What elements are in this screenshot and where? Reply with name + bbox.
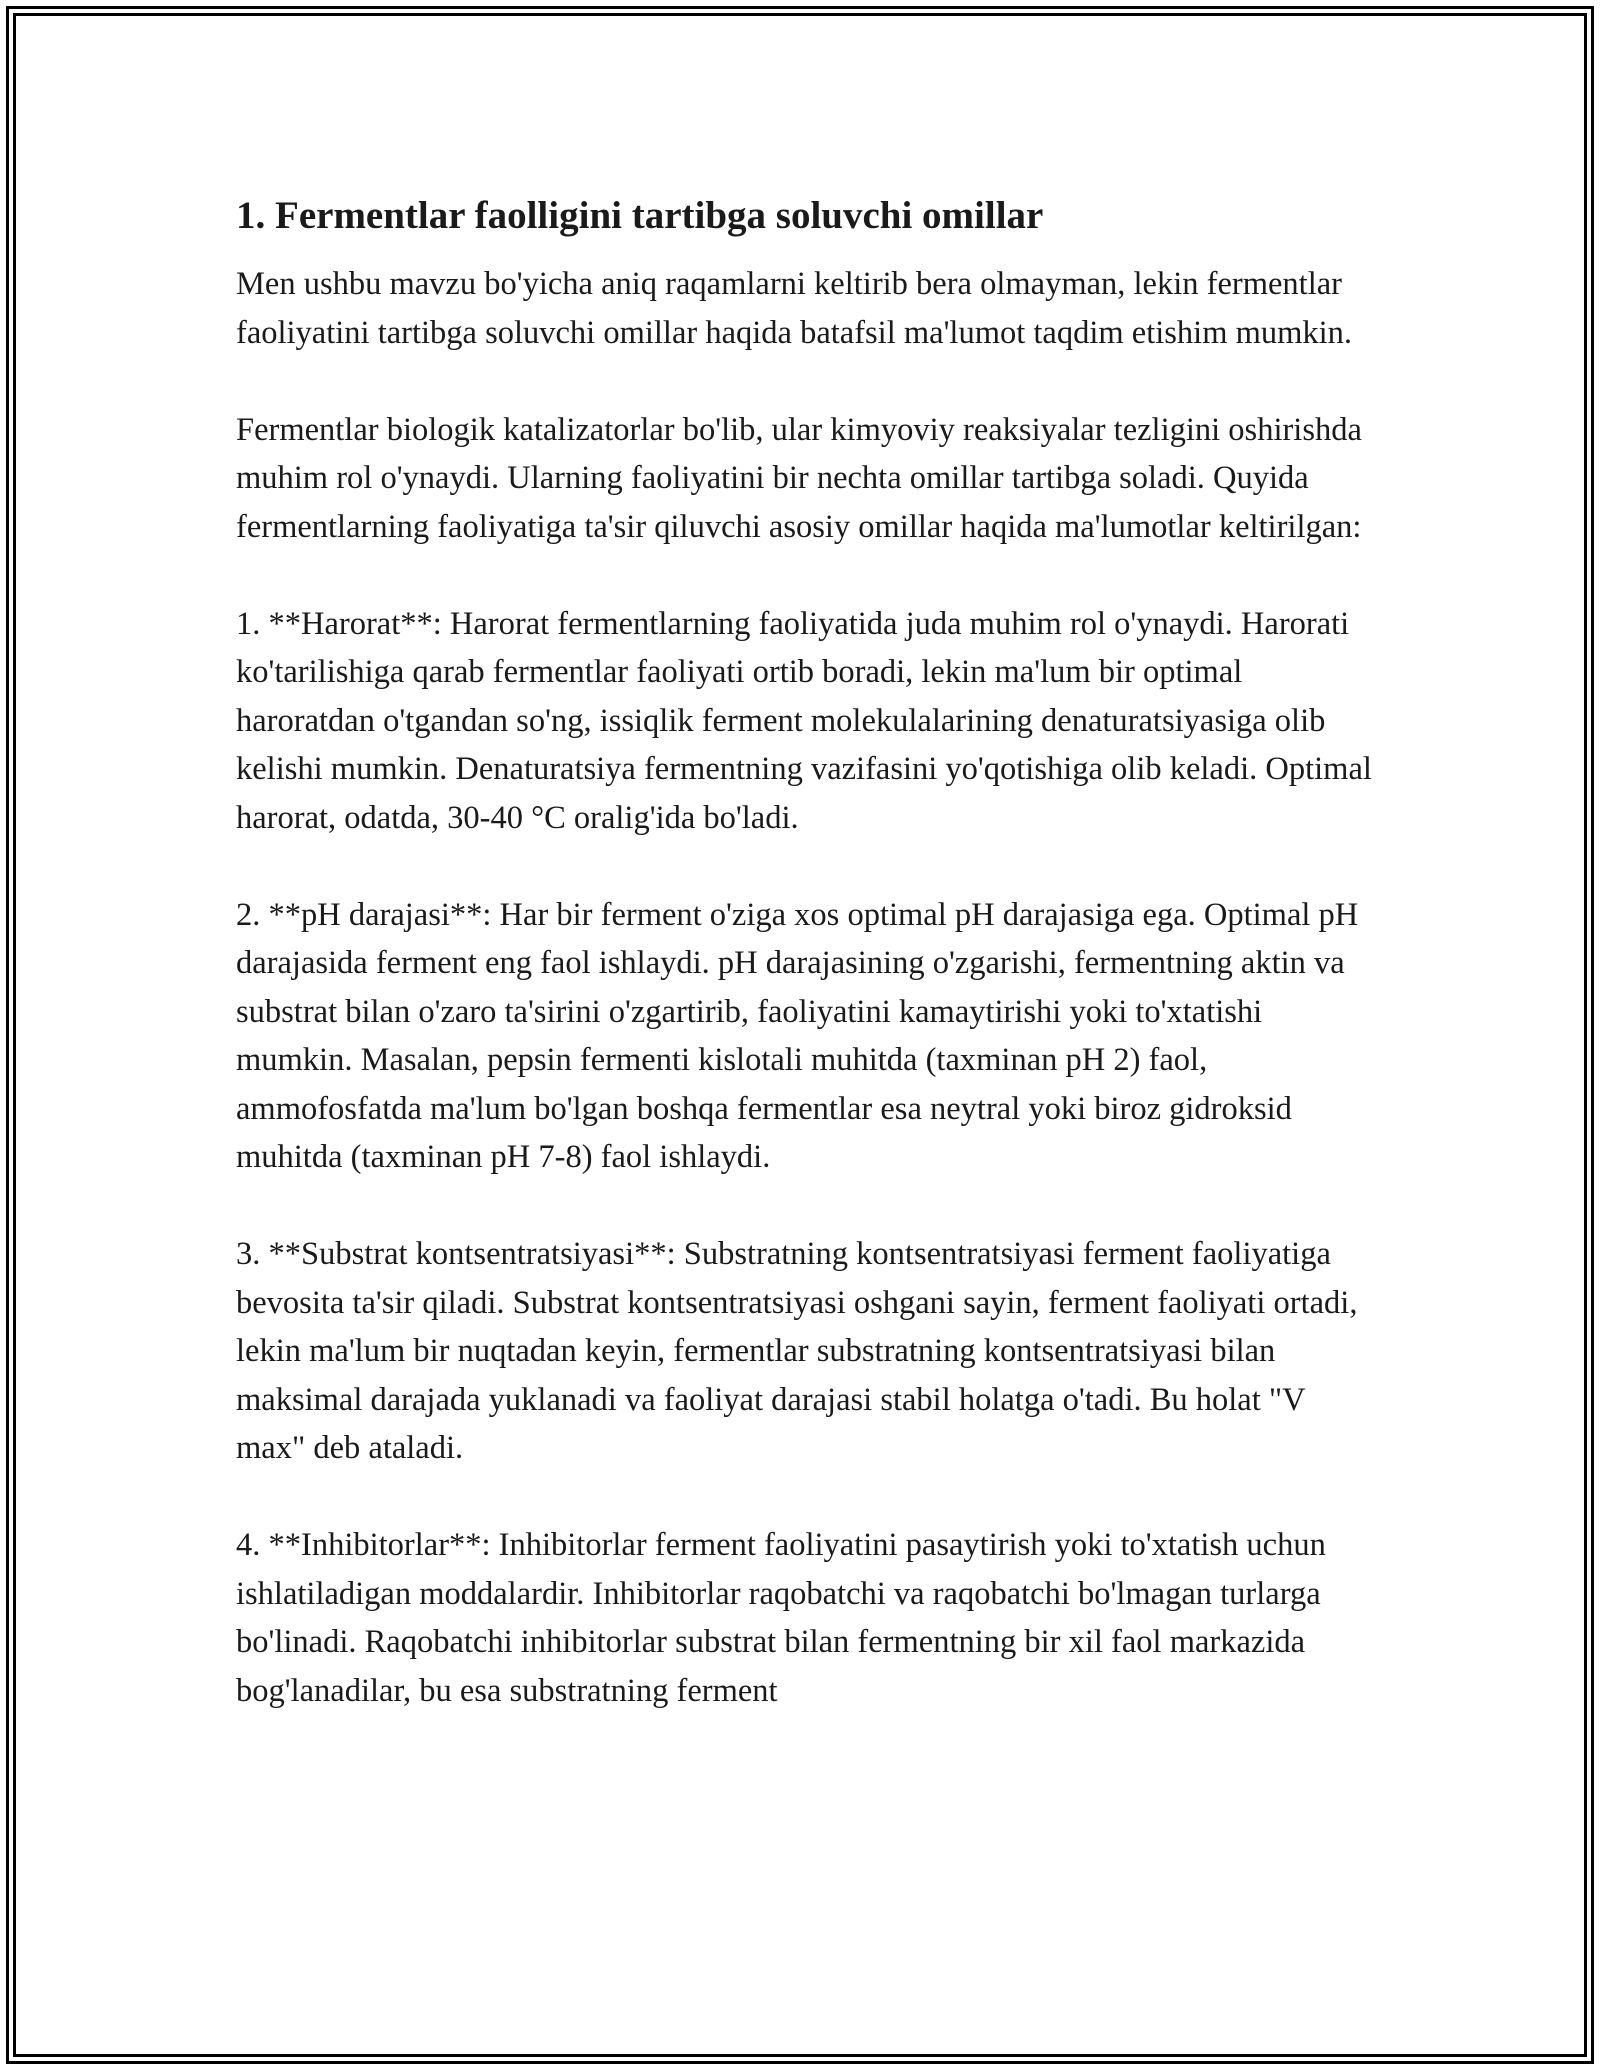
paragraph-temperature: 1. **Harorat**: Harorat fermentlarning faoliyatida juda muhim rol o'ynaydi. Harorati ko'tarilishiga qarab fermentlar faoliyati ortib boradi, lekin ma'lum bir optimal haroratdan o'tgandan so'ng, issiqlik ferment molekulalarining denaturatsiyasiga olib kelishi mumkin. Denaturatsiya fermentning vazifasini yo'qotishiga olib keladi. Optimal harorat, odatda, 30-40 °C oralig'ida bo'ladi.	[236, 605, 1372, 836]
paragraph-ph-level: 2. **pH darajasi**: Har bir ferment o'ziga xos optimal pH darajasiga ega. Optimal pH darajasida ferment eng faol ishlaydi. pH darajasining o'zgarishi, fermentning aktin va substrat bilan o'zaro ta'sirini o'zgartirib, faoliyatini kamaytirishi yoki to'xtatishi mumkin. Masalan, pepsin fermenti kislotali muhitda (taxminan pH 2) faol, ammofosfatda ma'lum bo'lgan boshqa fermentlar esa neytral yoki biroz gidroksid muhitda (taxminan pH 7-8) faol ishlaydi.	[236, 896, 1359, 1175]
document-title: 1. Fermentlar faolligini tartibga soluvchi omillar	[236, 194, 1044, 237]
document-body	[236, 180, 1376, 1715]
paragraph-intro: Men ushbu mavzu bo'yicha aniq raqamlarni keltirib bera olmayman, lekin fermentlar faoliyatini tartibga soluvchi omillar haqida batafsil ma'lumot taqdim etishim mumkin.	[236, 266, 1353, 351]
paragraph-substrate-concentration: 3. **Substrat kontsentratsiyasi**: Substratning kontsentratsiyasi ferment faoliyatiga bevosita ta'sir qiladi. Substrat kontsentratsiyasi oshgani sayin, ferment faoliyati ortadi, lekin ma'lum bir nuqtadan keyin, fermentlar substratning kontsentratsiyasi bilan maksimal darajada yuklanadi va faoliyat darajasi stabil holatga o'tadi. Bu holat "V max" deb ataladi.	[236, 1236, 1358, 1466]
paragraph-inhibitors: 4. **Inhibitorlar**: Inhibitorlar ferment faoliyatini pasaytirish yoki to'xtatish uchun ishlatiladigan moddalardir. Inhibitorlar raqobatchi va raqobatchi bo'lmagan turlarga bo'linadi. Raqobatchi inhibitorlar substrat bilan fermentning bir xil faol markazida bog'lanadilar, bu esa substratning ferment	[236, 1527, 1326, 1709]
paragraph-overview: Fermentlar biologik katalizatorlar bo'lib, ular kimyoviy reaksiyalar tezligini oshirishda muhim rol o'ynaydi. Ularning faoliyatini bir nechta omillar tartibga soladi. Quyida fermentlarning faoliyatiga ta'sir qiluvchi asosiy omillar haqida ma'lumotlar keltirilgan:	[236, 411, 1362, 545]
